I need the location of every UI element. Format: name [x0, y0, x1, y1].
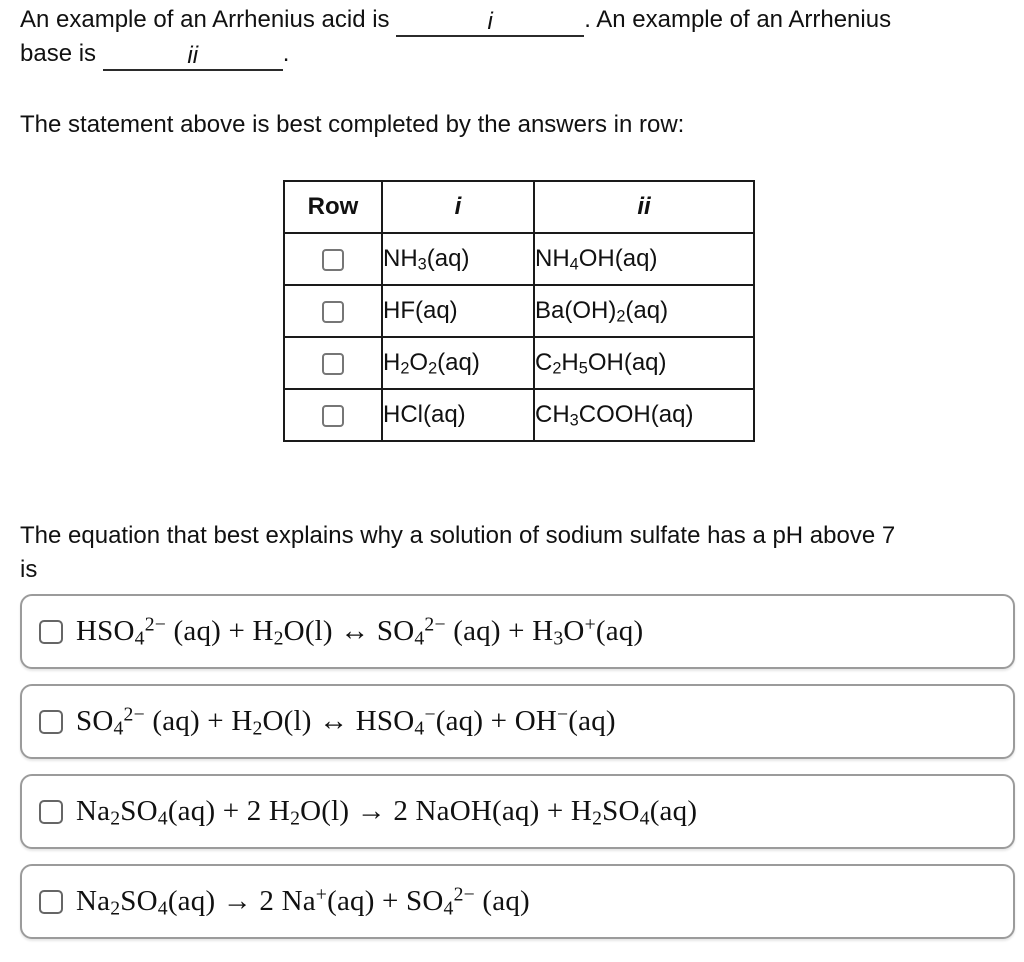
- table-row: [284, 233, 754, 285]
- statement-text-2: . An example of an Arrhenius: [584, 6, 892, 33]
- option-4[interactable]: [20, 864, 1015, 939]
- table-header-row: [284, 181, 754, 233]
- row-checkbox-1[interactable]: [322, 249, 344, 271]
- equation-question: [20, 519, 1015, 587]
- equation-question-line-1: The equation that best explains why a solution of sodium sulfate has a pH above 7: [20, 522, 896, 549]
- option-equation-1: $HSO_4^{2-}$ $(aq) + H_2O(l)$ ↔ $SO_4^{2-}$ $(aq) + H_3O^+(aq)$: [76, 613, 644, 650]
- statement-text-4: .: [282, 40, 290, 67]
- option-1[interactable]: [20, 594, 1015, 669]
- option-2[interactable]: [20, 684, 1015, 759]
- row-checkbox-3[interactable]: [322, 353, 344, 375]
- table-row: [284, 389, 754, 441]
- statement-text-3: base is: [20, 40, 103, 67]
- option-checkbox-1[interactable]: [39, 620, 63, 644]
- fill-in-statement: [20, 3, 1015, 71]
- table-row: [284, 337, 754, 389]
- formula-ii-3: $C_2H_5OH(aq)$: [534, 337, 754, 389]
- equation-question-line-2: is: [20, 556, 38, 583]
- statement-line-1: [20, 3, 1015, 37]
- option-checkbox-4[interactable]: [39, 890, 63, 914]
- blank-ii-label: ii: [187, 42, 199, 69]
- row-question-text: The statement above is best completed by the answers in row:: [20, 111, 685, 138]
- blank-i-label: i: [487, 8, 493, 35]
- statement-text-1: An example of an Arrhenius acid is: [20, 6, 397, 33]
- row-checkbox-2[interactable]: [322, 301, 344, 323]
- formula-i-4: HCl(aq): [382, 389, 534, 441]
- header-i: i: [382, 181, 534, 233]
- statement-line-2: [20, 37, 1015, 71]
- formula-ii-1: $NH_4OH(aq)$: [534, 233, 754, 285]
- blank-i[interactable]: [396, 9, 584, 37]
- row-checkbox-4[interactable]: [322, 405, 344, 427]
- formula-i-1: $NH_3(aq)$: [382, 233, 534, 285]
- option-equation-3: $Na_2SO_4(aq) + 2$ $H_2O(l) \to 2$ NaOH(aq) + $H_2SO_4(aq)$: [76, 795, 698, 830]
- header-ii: ii: [534, 181, 754, 233]
- option-checkbox-2[interactable]: [39, 710, 63, 734]
- options-list: [20, 594, 1015, 939]
- option-equation-4: $Na_2SO_4(aq) \to 2$ $Na^+(aq) + SO_4^{2-}$ (aq): [76, 883, 530, 920]
- option-checkbox-3[interactable]: [39, 800, 63, 824]
- header-row: Row: [284, 181, 382, 233]
- formula-i-2: HF(aq): [382, 285, 534, 337]
- formula-i-3: $H_2O_2(aq)$: [382, 337, 534, 389]
- option-3[interactable]: [20, 774, 1015, 849]
- answer-table: [283, 180, 755, 442]
- blank-ii[interactable]: [103, 43, 283, 71]
- formula-ii-2: $Ba(OH)_2(aq)$: [534, 285, 754, 337]
- option-equation-2: $SO_4^{2-}$ $(aq) + H_2O(l)$ ↔ $HSO_4^-(aq) + OH^-(aq)$: [76, 703, 616, 740]
- formula-ii-4: $CH_3COOH(aq)$: [534, 389, 754, 441]
- table-row: [284, 285, 754, 337]
